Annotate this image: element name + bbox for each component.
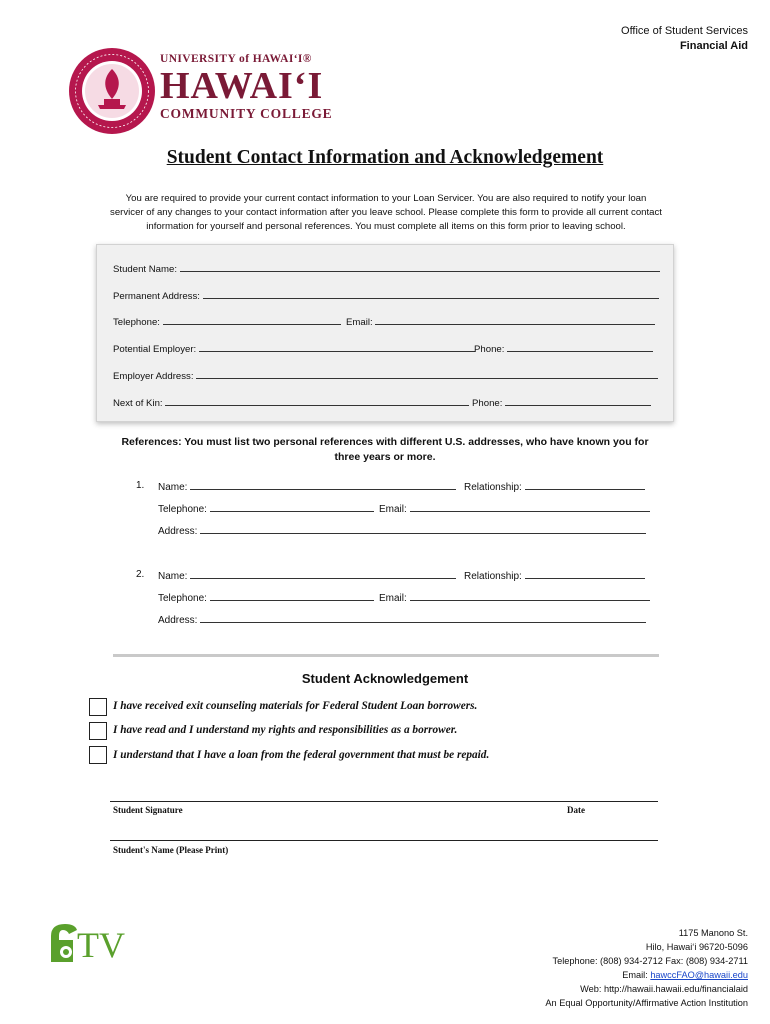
student-name-label: Student Name: bbox=[113, 264, 177, 275]
acknowledge-statement-1: I have received exit counseling materials for Federal Student Loan borrowers. bbox=[113, 700, 478, 712]
employer-address-line[interactable] bbox=[196, 369, 658, 379]
reference-relationship-label: Relationship: bbox=[464, 482, 522, 493]
tv-logo-text: TV bbox=[77, 925, 125, 965]
footer-address bbox=[545, 926, 748, 1010]
reference-2-name-field[interactable] bbox=[158, 569, 456, 582]
student-name-line[interactable] bbox=[180, 262, 660, 272]
telephone-label: Telephone: bbox=[113, 317, 160, 328]
section-divider bbox=[113, 654, 659, 657]
reference-email-line[interactable] bbox=[410, 591, 650, 601]
reference-email-label: Email: bbox=[379, 593, 407, 604]
potential-employer-line[interactable] bbox=[199, 342, 475, 352]
student-name-field[interactable] bbox=[113, 262, 660, 275]
acknowledge-statement-3: I understand that I have a loan from the federal government that must be repaid. bbox=[113, 749, 490, 761]
kin-phone-field[interactable] bbox=[472, 396, 651, 409]
reference-email-line[interactable] bbox=[410, 502, 650, 512]
eeo-statement: An Equal Opportunity/Affirmative Action Institution bbox=[545, 998, 748, 1008]
footer-web: Web: http://hawaii.hawaii.edu/financialaid bbox=[580, 984, 748, 994]
reference-relationship-label: Relationship: bbox=[464, 571, 522, 582]
college-name: HAWAIʻI bbox=[160, 65, 324, 107]
reference-1-telephone-field[interactable] bbox=[158, 502, 374, 515]
references-title: References: You must list two personal references with different U.S. addresses, who have known you for three years or more. bbox=[121, 436, 649, 463]
email-label: Email: bbox=[622, 970, 651, 980]
reference-telephone-label: Telephone: bbox=[158, 593, 207, 604]
printed-name-label: Student's Name (Please Print) bbox=[113, 845, 229, 855]
reference-2-relationship-field[interactable] bbox=[464, 569, 645, 582]
date-label: Date bbox=[567, 805, 585, 815]
kin-phone-label: Phone: bbox=[472, 398, 503, 409]
employer-phone-field[interactable] bbox=[474, 342, 653, 355]
university-seal-logo bbox=[68, 47, 156, 135]
reference-name-label: Name: bbox=[158, 482, 188, 493]
reference-address-line[interactable] bbox=[200, 524, 646, 534]
reference-2-number: 2. bbox=[136, 569, 145, 580]
reference-address-label: Address: bbox=[158, 526, 198, 537]
email-line[interactable] bbox=[375, 315, 655, 325]
tv-logo bbox=[47, 922, 133, 971]
signature-line[interactable] bbox=[110, 801, 658, 802]
reference-email-label: Email: bbox=[379, 504, 407, 515]
reference-relationship-line[interactable] bbox=[525, 480, 645, 490]
permanent-address-label: Permanent Address: bbox=[113, 291, 200, 302]
reference-telephone-line[interactable] bbox=[210, 591, 374, 601]
acknowledge-checkbox-1[interactable] bbox=[89, 698, 107, 716]
email-link[interactable]: hawccFAO@hawaii.edu bbox=[650, 970, 748, 980]
college-logo-text bbox=[160, 53, 332, 122]
university-name: UNIVERSITY of HAWAIʻI® bbox=[160, 53, 312, 65]
intro-paragraph: You are required to provide your current contact information to your Loan Servicer. You are also required to notify your loan servicer of any changes to your contact information after you leave school. Please complete this form to provide all current contact information for yourself and personal references. You must complete all items on this form prior to leaving school. bbox=[110, 193, 662, 232]
email-label: Email: bbox=[346, 317, 373, 328]
street-address: 1175 Manono St. bbox=[678, 928, 748, 938]
employer-phone-line[interactable] bbox=[507, 342, 653, 352]
reference-name-line[interactable] bbox=[190, 480, 456, 490]
reference-telephone-line[interactable] bbox=[210, 502, 374, 512]
reference-1-relationship-field[interactable] bbox=[464, 480, 645, 493]
employer-address-label: Employer Address: bbox=[113, 371, 194, 382]
reference-1-number: 1. bbox=[136, 480, 145, 491]
kin-phone-line[interactable] bbox=[505, 396, 651, 406]
form-title: Student Contact Information and Acknowledgement bbox=[166, 147, 604, 168]
next-of-kin-field[interactable] bbox=[113, 396, 469, 409]
printed-name-line[interactable] bbox=[110, 840, 658, 841]
potential-employer-label: Potential Employer: bbox=[113, 344, 197, 355]
reference-name-label: Name: bbox=[158, 571, 188, 582]
reference-address-line[interactable] bbox=[200, 613, 646, 623]
acknowledge-statement-2: I have read and I understand my rights and responsibilities as a borrower. bbox=[113, 724, 458, 736]
city-address: Hilo, Hawaiʻi 96720-5096 bbox=[645, 942, 748, 952]
next-of-kin-label: Next of Kin: bbox=[113, 398, 163, 409]
office-name: Office of Student Services bbox=[621, 25, 748, 37]
telephone-field[interactable] bbox=[113, 315, 341, 328]
employer-address-field[interactable] bbox=[113, 369, 658, 382]
reference-name-line[interactable] bbox=[190, 569, 456, 579]
permanent-address-line[interactable] bbox=[203, 289, 659, 299]
office-header bbox=[621, 24, 748, 54]
permanent-address-field[interactable] bbox=[113, 289, 659, 302]
reference-1-name-field[interactable] bbox=[158, 480, 456, 493]
reference-2-address-field[interactable] bbox=[158, 613, 646, 626]
reference-2-email-field[interactable] bbox=[379, 591, 650, 604]
telephone-line[interactable] bbox=[163, 315, 341, 325]
college-subtitle: COMMUNITY COLLEGE bbox=[160, 106, 333, 121]
employer-phone-label: Phone: bbox=[474, 344, 505, 355]
potential-employer-field[interactable] bbox=[113, 342, 475, 355]
acknowledge-checkbox-2[interactable] bbox=[89, 722, 107, 740]
department-name: Financial Aid bbox=[679, 40, 748, 52]
reference-2-telephone-field[interactable] bbox=[158, 591, 374, 604]
reference-1-address-field[interactable] bbox=[158, 524, 646, 537]
student-signature-label: Student Signature bbox=[113, 805, 183, 815]
reference-1-email-field[interactable] bbox=[379, 502, 650, 515]
footer-telephone: Telephone: (808) 934-2712 Fax: (808) 934-2711 bbox=[552, 956, 748, 966]
reference-telephone-label: Telephone: bbox=[158, 504, 207, 515]
reference-relationship-line[interactable] bbox=[525, 569, 645, 579]
acknowledge-checkbox-3[interactable] bbox=[89, 746, 107, 764]
email-field[interactable] bbox=[346, 315, 655, 328]
footer-email-row bbox=[545, 968, 748, 982]
next-of-kin-line[interactable] bbox=[165, 396, 469, 406]
acknowledgement-title: Student Acknowledgement bbox=[301, 671, 469, 686]
reference-address-label: Address: bbox=[158, 615, 198, 626]
